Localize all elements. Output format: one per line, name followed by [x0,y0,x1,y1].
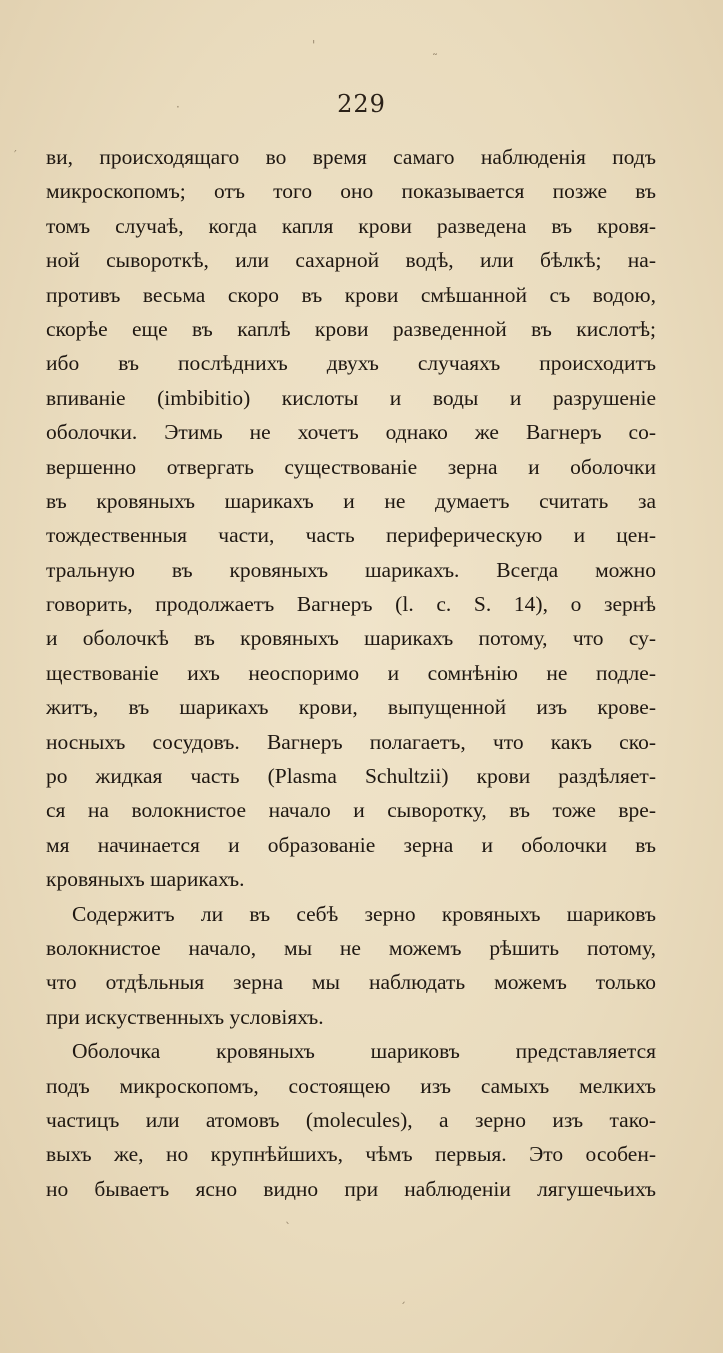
paper-speck: ′ [14,148,17,162]
text-line: ществованіе ихъ неоспоримо и сомнѣнію не подле- [46,660,656,685]
text-line: въ кровяныхъ шарикахъ и не думаетъ считать за [46,488,656,513]
text-line: противъ весьма скоро въ крови смѣшанной съ водою, [46,282,656,307]
text-line: ной сывороткѣ, или сахарной водѣ, или бѣлкѣ; на- [46,248,656,273]
text-line: волокнистое начало, мы не можемъ рѣшить потому, [46,935,656,960]
text-line: частицъ или атомовъ (molecules), а зерно изъ тако- [46,1107,656,1132]
paper-speck: ˜ [432,52,438,66]
text-line: житъ, въ шарикахъ крови, выпущенной изъ крове- [46,695,656,720]
body-text [46,140,656,1206]
text-line: носныхъ сосудовъ. Вагнеръ полагаетъ, что какъ ско- [46,729,656,754]
paragraph-end-line: кровяныхъ шарикахъ. [46,867,245,892]
text-line: говорить, продолжаетъ Вагнеръ (l. c. S. 14), о зернѣ [46,592,656,617]
text-line: ро жидкая часть (Plasma Schultzii) крови раздѣляет- [46,764,656,789]
text-line: ся на волокнистое начало и сыворотку, въ тоже вре- [46,798,656,823]
text-line: оболочки. Этимь не хочетъ однако же Вагнеръ со- [46,420,656,445]
text-line: вершенно отвергать существованіе зерна и оболочки [46,454,656,479]
text-line: тождественныя части, часть периферическую и цен- [46,523,656,548]
paragraph-first-line: Содержитъ ли въ себѣ зерно кровяныхъ шариковъ [72,901,656,926]
text-line: мя начинается и образованіе зерна и оболочки въ [46,832,656,857]
text-line: но бываетъ ясно видно при наблюденіи лягушечьихъ [46,1176,656,1201]
text-line: подъ микроскопомъ, состоящею изъ самыхъ мелкихъ [46,1073,656,1098]
paragraph-end-line: при искуственныхъ условіяхъ. [46,1004,324,1029]
paper-speck: ˎ [285,1210,291,1224]
paper-speck: ' [312,38,316,52]
text-line: что отдѣльныя зерна мы наблюдать можемъ только [46,970,656,995]
text-line: микроскопомъ; отъ того оно показывается позже въ [46,179,656,204]
paragraph-first-line: Оболочка кровяныхъ шариковъ представляется [72,1039,656,1064]
text-line: и оболочкѣ въ кровяныхъ шарикахъ потому, что су- [46,626,656,651]
paper-speck: ˏ [400,1290,406,1304]
text-line: томъ случаѣ, когда капля крови разведена въ кровя- [46,213,656,238]
page-number: 229 [337,90,386,118]
text-line: скорѣе еще въ каплѣ крови разведенной въ кислотѣ; [46,316,656,341]
text-line: выхъ же, но крупнѣйшихъ, чѣмъ первыя. Это особен- [46,1142,656,1167]
text-line: впиваніе (imbibitio) кислоты и воды и разрушеніе [46,385,656,410]
text-line: ибо въ послѣднихъ двухъ случаяхъ происходитъ [46,351,656,376]
paper-speck: · [176,100,180,114]
text-line: тральную въ кровяныхъ шарикахъ. Всегда можно [46,557,656,582]
text-line: ви, происходящаго во время самаго наблюденія подъ [46,145,656,169]
